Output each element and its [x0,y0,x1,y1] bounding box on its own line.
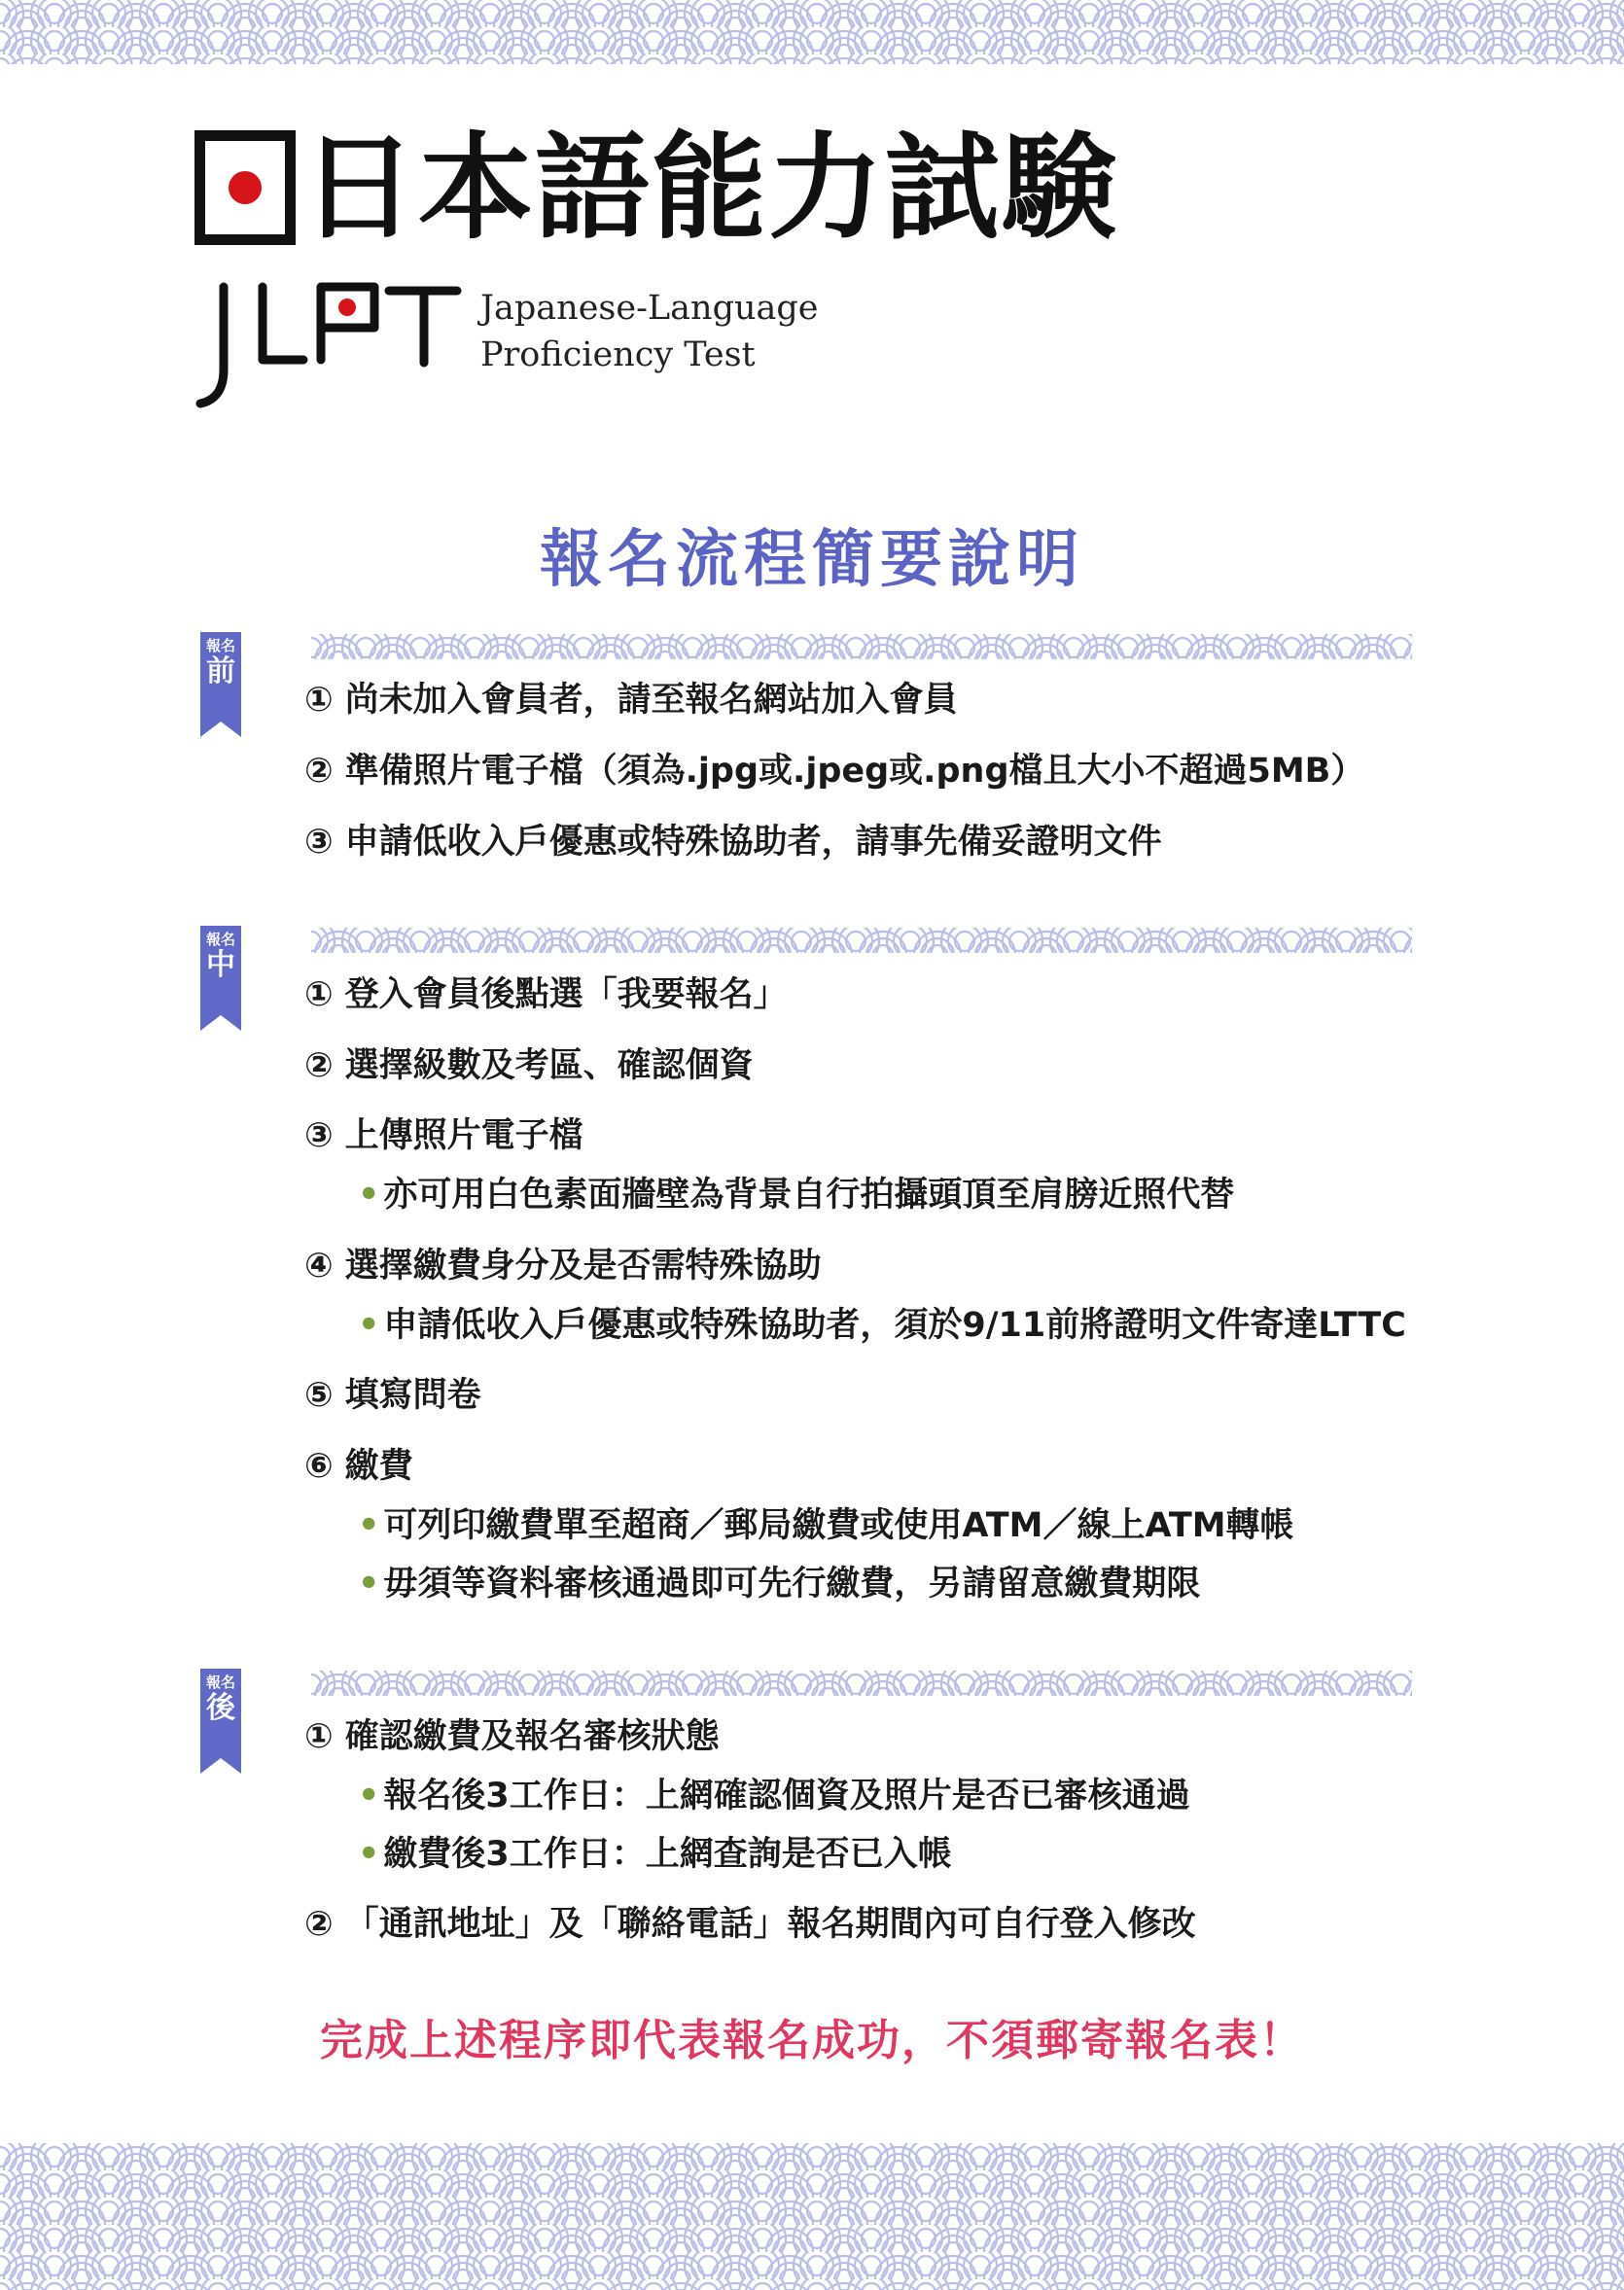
logo-title-text: 日本語能力試験 [301,121,1119,255]
jlpt-logo-mark [194,277,467,413]
tag-after-bottom: 後 [206,1691,235,1725]
tag-before [200,632,241,689]
wave-divider-after [311,1671,1412,1696]
list-note: • 繳費後3工作日：上網查詢是否已入帳 [358,1835,952,1874]
tag-during-bottom: 中 [206,948,235,982]
list-item: ③ 上傳照片電子檔 [304,1116,583,1155]
tag-after-top: 報名 [205,1673,235,1691]
logo-title [194,115,1118,261]
list-item: ② 準備照片電子檔（須為.jpg或.jpeg或.png檔且大小不超過5MB） [304,752,1365,791]
tag-before-bottom: 前 [206,654,235,688]
list-note: • 可列印繳費單至超商／郵局繳費或使用ATM／線上ATM轉帳 [358,1506,1294,1545]
japan-flag-icon [194,130,296,245]
jlpt-subtitle [480,285,819,378]
tag-during-top: 報名 [205,931,235,948]
tag-after [200,1669,241,1726]
list-item: ③ 申請低收入戶優惠或特殊協助者，請事先備妥證明文件 [304,823,1162,862]
list-item: ① 尚未加入會員者，請至報名網站加入會員 [304,681,958,720]
subtitle-line-1: Japanese-Language [480,289,819,328]
bullet-icon: • [358,1506,380,1545]
bullet-icon: • [358,1306,380,1345]
list-note: • 申請低收入戶優惠或特殊協助者，須於9/11前將證明文件寄達LTTC [358,1306,1406,1345]
subtitle-line-2: Proficiency Test [480,335,756,374]
final-note: 完成上述程序即代表報名成功，不須郵寄報名表！ [320,2016,1304,2065]
jlpt-logo [194,277,819,413]
list-item: ② 選擇級數及考區、確認個資 [304,1046,754,1085]
list-item: ⑥ 繳費 [304,1447,413,1486]
list-item: ④ 選擇繳費身分及是否需特殊協助 [304,1247,822,1286]
wave-pattern-top [0,0,1624,64]
bullet-icon: • [358,1835,380,1874]
list-item: ① 確認繳費及報名審核狀態 [304,1717,720,1756]
tag-before-top: 報名 [205,637,235,654]
tag-during [200,926,241,983]
list-item: ① 登入會員後點選「我要報名」 [304,975,788,1014]
page-heading: 報名流程簡要說明 [540,524,1084,596]
wave-divider-before [311,634,1412,659]
list-note: • 報名後3工作日：上網確認個資及照片是否已審核通過 [358,1777,1190,1815]
bullet-icon: • [358,1565,380,1603]
wave-pattern-bottom [0,2143,1624,2290]
list-note: • 毋須等資料審核通過即可先行繳費，另請留意繳費期限 [358,1565,1201,1603]
list-item: ② 「通訊地址」及「聯絡電話」報名期間內可自行登入修改 [304,1905,1196,1944]
bullet-icon: • [358,1777,380,1815]
list-note: • 亦可用白色素面牆壁為背景自行拍攝頭頂至肩膀近照代替 [358,1176,1235,1215]
bullet-icon: • [358,1176,380,1215]
list-item: ⑤ 填寫問卷 [304,1376,481,1415]
wave-divider-during [311,928,1412,953]
